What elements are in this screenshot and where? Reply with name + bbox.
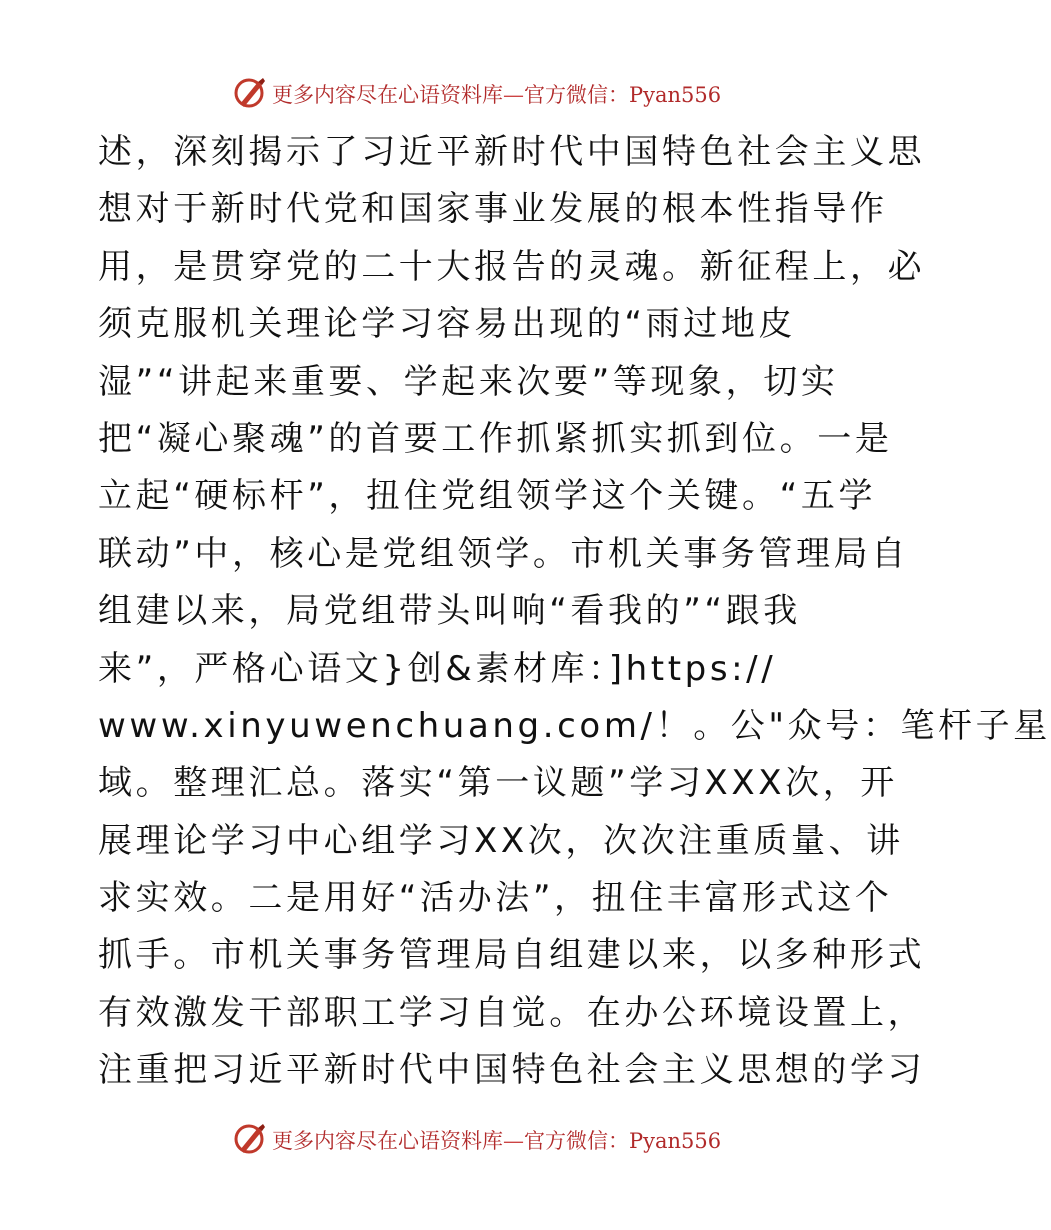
header-banner <box>0 74 950 114</box>
text-line: 抓手。市机关事务管理局自组建以来，以多种形式 <box>98 935 926 976</box>
document-body <box>98 124 1051 1100</box>
text-line: 域。整理汇总。落实“第一议题”学习XXX次，开 <box>98 763 898 804</box>
text-line: www.xinyuwenchuang.com/！。公"众号：笔杆子星 <box>98 705 1051 746</box>
text-line: 展理论学习中心组学习XX次，次次注重质量、讲 <box>98 820 904 861</box>
text-line: 注重把习近平新时代中国特色社会主义思想的学习 <box>98 1050 926 1091</box>
text-line: 求实效。二是用好“活办法”，扭住丰富形式这个 <box>98 878 893 919</box>
text-line: 联动”中，核心是党组领学。市机关事务管理局自 <box>98 533 909 574</box>
footer-banner <box>0 1120 950 1160</box>
text-line: 有效激发干部职工学习自觉。在办公环境设置上， <box>98 992 926 1033</box>
text-line: 把“凝心聚魂”的首要工作抓紧抓实抓到位。一是 <box>98 418 893 459</box>
text-line: 用，是贯穿党的二十大报告的灵魂。新征程上，必 <box>98 246 926 287</box>
text-line: 述，深刻揭示了习近平新时代中国特色社会主义思 <box>98 132 926 172</box>
text-line: 组建以来，局党组带头叫响“看我的”“跟我 <box>98 591 801 632</box>
text-line: 来”，严格心语文}创&素材库：]https:// <box>98 648 777 689</box>
pen-logo-icon <box>232 74 268 110</box>
text-line: 立起“硬标杆”，扭住党组领学这个关键。“五学 <box>98 476 877 517</box>
text-line: 想对于新时代党和国家事业发展的根本性指导作 <box>98 189 888 230</box>
banner-text: 更多内容尽在心语资料库—官方微信：Pyan556 <box>272 83 722 107</box>
text-line: 湿”“讲起来重要、学起来次要”等现象，切实 <box>98 361 839 402</box>
pen-logo-icon <box>232 1120 268 1156</box>
banner-text: 更多内容尽在心语资料库—官方微信：Pyan556 <box>272 1129 722 1153</box>
text-line: 须克服机关理论学习容易出现的“雨过地皮 <box>98 304 797 345</box>
